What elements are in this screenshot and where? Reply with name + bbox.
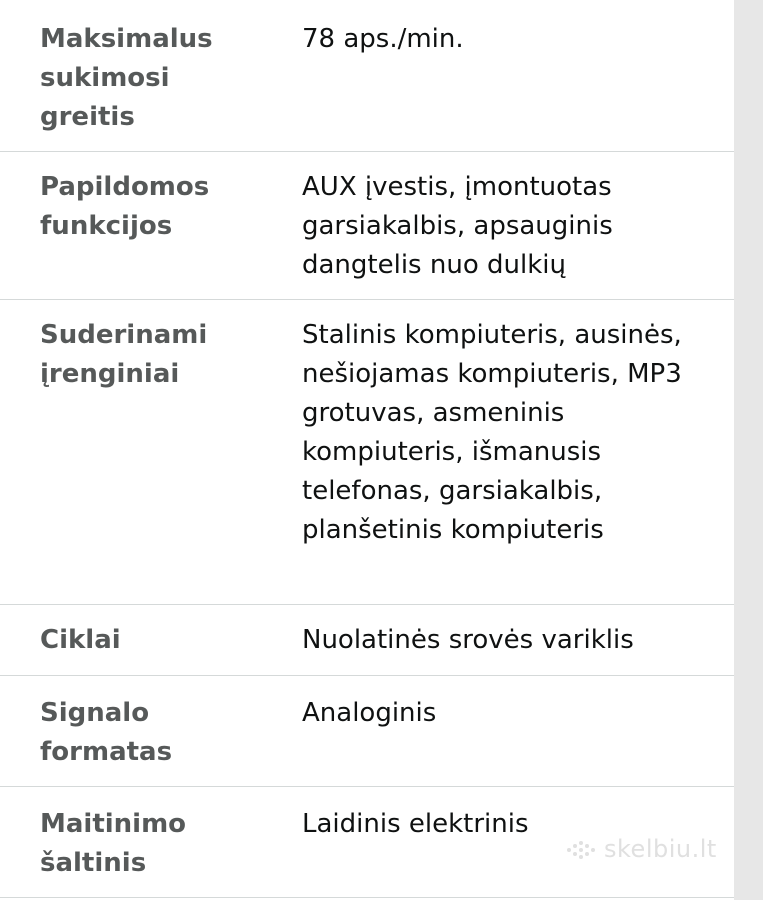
spec-value: Stalinis kompiuteris, ausinės, nešiojamas kompiuteris, MP3 grotuvas, asmeninis kompiuteris, išmanusis telefonas, garsiakalbis, planšetinis kompiuteris bbox=[302, 320, 682, 545]
spec-row-cycles bbox=[0, 605, 734, 676]
spec-label: Suderinami įrenginiai bbox=[40, 320, 208, 389]
spec-row-signal-format bbox=[0, 676, 734, 787]
watermark-text: skelbiu.lt bbox=[604, 835, 717, 863]
spec-row-additional-functions bbox=[0, 152, 734, 300]
spec-label: Ciklai bbox=[40, 625, 121, 655]
spec-label: Maksimalus sukimosi greitis bbox=[40, 24, 213, 132]
spec-value: Nuolatinės srovės variklis bbox=[302, 625, 634, 655]
spec-label: Signalo formatas bbox=[40, 698, 173, 767]
spec-label: Maitinimo šaltinis bbox=[40, 809, 187, 878]
spec-value: AUX įvestis, įmontuotas garsiakalbis, apsauginis dangtelis nuo dulkių bbox=[302, 172, 613, 280]
spec-row-max-rotation-speed bbox=[0, 0, 734, 152]
spec-row-power-source bbox=[0, 787, 734, 898]
spec-value: Analoginis bbox=[302, 698, 437, 728]
spec-label: Papildomos funkcijos bbox=[40, 172, 210, 241]
page-edge-strip bbox=[734, 0, 763, 900]
spec-value: 78 aps./min. bbox=[302, 24, 464, 54]
spec-value: Laidinis elektrinis bbox=[302, 809, 529, 839]
spec-row-compatible-devices bbox=[0, 300, 734, 605]
